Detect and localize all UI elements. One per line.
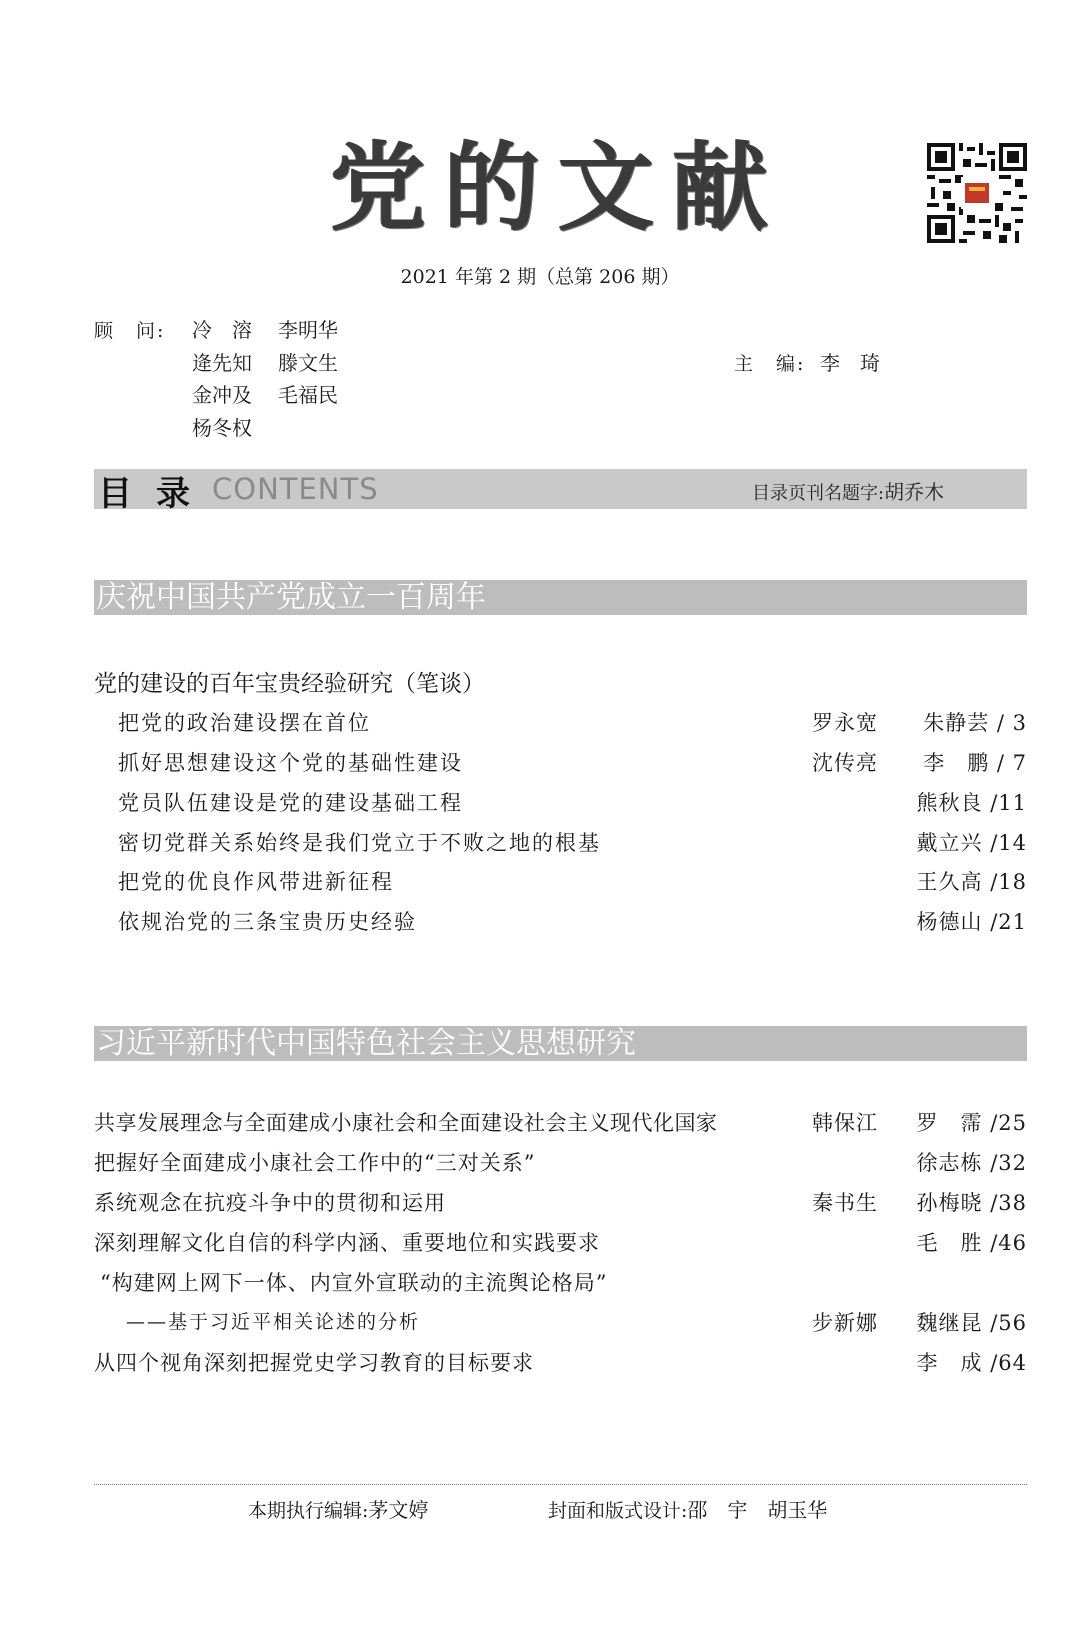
article-title: 把握好全面建成小康社会工作中的“三对关系”	[94, 1151, 536, 1175]
article-subtitle: ——基于习近平相关论述的分析	[126, 1311, 421, 1333]
article-author-page: 戴立兴 /14	[916, 831, 1027, 855]
article-author: 韩保江	[812, 1111, 878, 1135]
toc-entry[interactable]	[0, 1307, 1080, 1343]
calligraphy-credit	[752, 476, 944, 505]
article-author: 沈传亮	[812, 751, 878, 775]
advisor-name: 毛福民	[278, 383, 338, 407]
section-title: 庆祝中国共产党成立一百周年	[96, 580, 486, 615]
toc-entry[interactable]	[0, 1107, 1080, 1143]
chief-editor-label: 主 编:	[734, 353, 806, 375]
toc-entry[interactable]	[0, 1187, 1080, 1223]
journal-masthead: 党的文献	[330, 131, 786, 244]
toc-entry[interactable]	[0, 787, 1080, 823]
qr-code-icon	[927, 143, 1027, 243]
article-title: 系统观念在抗疫斗争中的贯彻和运用	[94, 1191, 446, 1215]
article-title: 依规治党的三条宝贵历史经验	[118, 910, 417, 934]
article-title: 密切党群关系始终是我们党立于不败之地的根基	[118, 831, 601, 855]
toc-entry[interactable]	[0, 1147, 1080, 1183]
contents-title: 目录	[98, 474, 214, 514]
advisor-name: 滕文生	[278, 351, 338, 375]
advisors-label: 顾 问:	[94, 320, 166, 342]
article-author-page: 罗 霈 /25	[916, 1111, 1027, 1135]
design-label: 封面和版式设计:	[548, 1500, 688, 1522]
advisor-name: 李明华	[278, 318, 338, 342]
issue-number: 2021 年第 2 期（总第 206 期）	[400, 266, 680, 288]
toc-entry[interactable]	[0, 866, 1080, 902]
article-author-page: 毛 胜 /46	[916, 1231, 1027, 1255]
advisor-name: 冷 溶	[192, 318, 252, 342]
article-author-page: 王久高 /18	[916, 870, 1027, 894]
footer-divider	[94, 1484, 1027, 1485]
exec-editor-label: 本期执行编辑:	[248, 1500, 369, 1522]
article-group-title: 党的建设的百年宝贵经验研究（笔谈）	[94, 671, 485, 697]
advisor-name: 逄先知	[192, 351, 252, 375]
designer-names: 邵 宇 胡玉华	[687, 1498, 828, 1522]
exec-editor-credit	[248, 1494, 428, 1523]
article-author-page: 孙梅晓 /38	[916, 1191, 1027, 1215]
article-author-page: 魏继昆 /56	[916, 1311, 1027, 1335]
article-author-page: 熊秋良 /11	[916, 791, 1027, 815]
contents-title-en: CONTENTS	[212, 472, 379, 506]
article-author: 秦书生	[812, 1191, 878, 1215]
article-author-page: 朱静芸 / 3	[923, 711, 1027, 735]
toc-entry[interactable]	[0, 747, 1080, 783]
advisor-name: 金冲及	[192, 383, 252, 407]
design-credit	[548, 1494, 827, 1523]
article-author-page: 李 成 /64	[916, 1351, 1027, 1375]
toc-entry[interactable]	[0, 1227, 1080, 1263]
article-title: “构建网上网下一体、内宣外宣联动的主流舆论格局”	[100, 1271, 608, 1295]
calligrapher-name: 胡乔木	[884, 480, 945, 504]
section-title: 习近平新时代中国特色社会主义思想研究	[96, 1026, 636, 1061]
toc-entry[interactable]	[0, 1347, 1080, 1383]
toc-entry[interactable]	[0, 827, 1080, 863]
article-title: 把党的优良作风带进新征程	[118, 870, 394, 894]
article-title: 把党的政治建设摆在首位	[118, 711, 371, 735]
toc-entry[interactable]	[0, 1267, 1080, 1303]
article-title: 共享发展理念与全面建成小康社会和全面建设社会主义现代化国家	[94, 1111, 718, 1135]
article-author: 罗永宽	[812, 711, 878, 735]
article-author-page: 徐志栋 /32	[916, 1151, 1027, 1175]
exec-editor-name: 茅文婷	[368, 1498, 429, 1522]
article-author-page: 李 鹏 / 7	[923, 751, 1027, 775]
article-author: 步新娜	[812, 1311, 878, 1335]
article-title: 党员队伍建设是党的建设基础工程	[118, 791, 463, 815]
article-title: 从四个视角深刻把握党史学习教育的目标要求	[94, 1351, 534, 1375]
toc-entry[interactable]	[0, 906, 1080, 942]
toc-entry[interactable]	[0, 707, 1080, 743]
advisor-name: 杨冬权	[192, 416, 252, 440]
article-title: 深刻理解文化自信的科学内涵、重要地位和实践要求	[94, 1231, 600, 1255]
article-author-page: 杨德山 /21	[916, 910, 1027, 934]
article-title: 抓好思想建设这个党的基础性建设	[118, 751, 463, 775]
calligraphy-credit-label: 目录页刊名题字:	[752, 483, 885, 504]
chief-editor-name: 李 琦	[820, 351, 880, 375]
